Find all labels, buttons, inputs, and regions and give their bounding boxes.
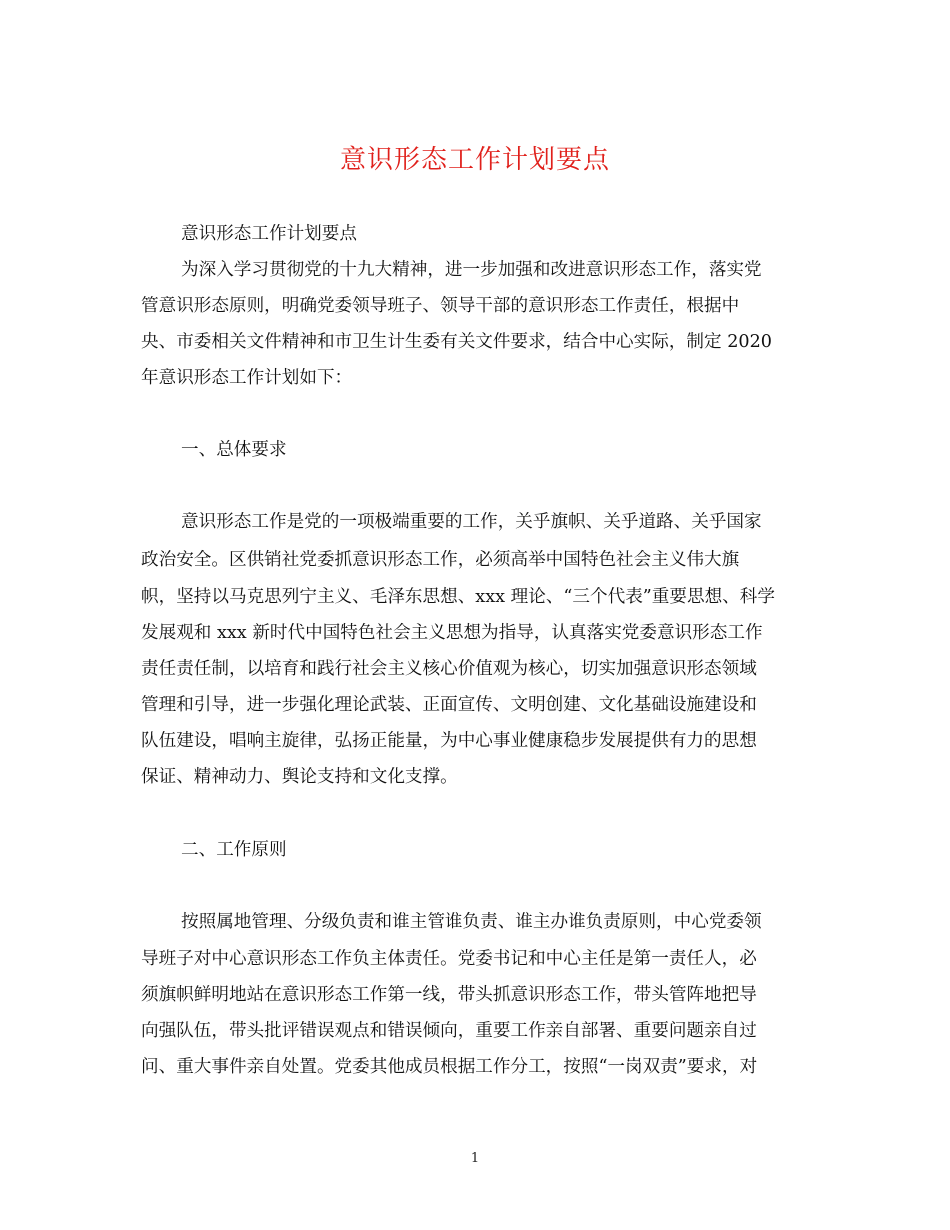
section1-line: 帜，坚持以马克思列宁主义、毛泽东思想、xxx 理论、“三个代表”重要思想、科学 (141, 587, 775, 607)
section2-line: 向强队伍，带头批评错误观点和错误倾向，重要工作亲自部署、重要问题亲自过 (141, 1021, 757, 1041)
section-heading-1: 一、总体要求 (181, 440, 287, 460)
section1-line: 队伍建设，唱响主旋律，弘扬正能量，为中心事业健康稳步发展提供有力的思想 (141, 731, 757, 751)
section1-line: 保证、精神动力、舆论支持和文化支撑。 (141, 767, 458, 787)
section2-line: 导班子对中心意识形态工作负主体责任。党委书记和中心主任是第一责任人，必 (141, 949, 757, 969)
intro-line: 为深入学习贯彻党的十九大精神，进一步加强和改进意识形态工作，落实党 (181, 260, 762, 280)
subtitle: 意识形态工作计划要点 (181, 224, 357, 244)
section2-line: 问、重大事件亲自处置。党委其他成员根据工作分工，按照“一岗双责”要求，对 (141, 1057, 758, 1077)
section-heading-2: 二、工作原则 (181, 840, 287, 860)
page-title: 意识形态工作计划要点 (339, 145, 610, 175)
section1-line: 管理和引导，进一步强化理论武装、正面宣传、文明创建、文化基础设施建设和 (141, 695, 757, 715)
section1-line: 发展观和 xxx 新时代中国特色社会主义思想为指导，认真落实党委意识形态工作 (141, 623, 763, 643)
intro-line: 管意识形态原则，明确党委领导班子、领导干部的意识形态工作责任，根据中 (141, 296, 740, 316)
section2-line: 须旗帜鲜明地站在意识形态工作第一线，带头抓意识形态工作，带头管阵地把导 (141, 985, 757, 1005)
section1-line: 政治安全。区供销社党委抓意识形态工作，必须高举中国特色社会主义伟大旗 (141, 550, 740, 570)
section1-line: 责任责任制，以培育和践行社会主义核心价值观为核心，切实加强意识形态领域 (141, 659, 757, 679)
intro-line: 年意识形态工作计划如下： (141, 368, 353, 388)
section2-line: 按照属地管理、分级负责和谁主管谁负责、谁主办谁负责原则，中心党委领 (181, 912, 762, 932)
intro-line: 央、市委相关文件精神和市卫生计生委有关文件要求，结合中心实际，制定 2020 (141, 332, 772, 352)
section1-line: 意识形态工作是党的一项极端重要的工作，关乎旗帜、关乎道路、关乎国家 (181, 512, 762, 532)
page-number: 1 (470, 1151, 480, 1166)
